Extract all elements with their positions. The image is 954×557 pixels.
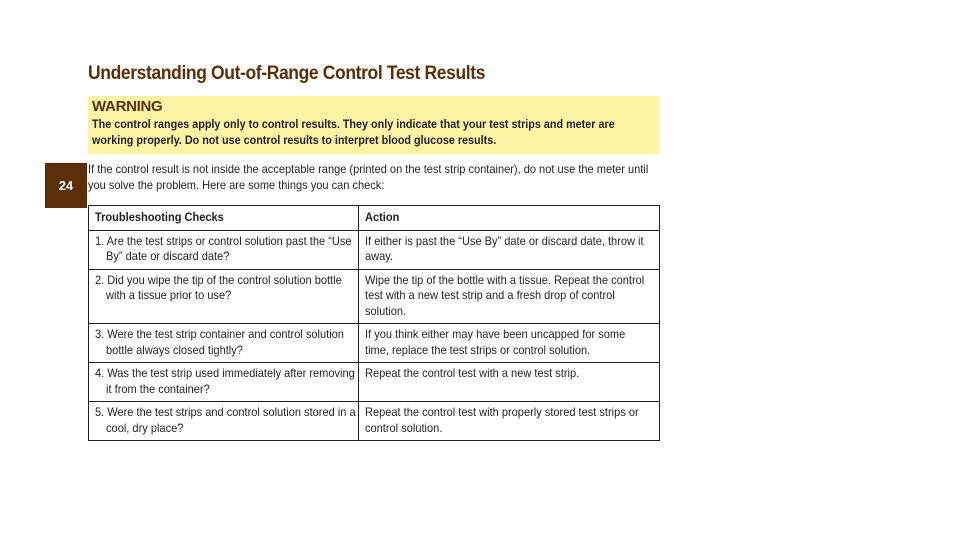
check-cell: 2. Did you wipe the tip of the control solution bottle with a tissue prior to use? (89, 269, 359, 324)
check-cell: 4. Was the test strip used immediately after removing it from the container? (89, 363, 359, 402)
intro-paragraph: If the control result is not inside the acceptable range (printed on the test strip container), do not use the meter until you solve the problem. Here are some things you can check: (88, 162, 649, 192)
page-title: Understanding Out-of-Range Control Test Results (88, 63, 486, 84)
table-row (89, 324, 660, 363)
check-cell: 5. Were the test strips and control solution stored in a cool, dry place? (89, 402, 359, 441)
table-row (89, 230, 660, 269)
page-number-tab: 24 (45, 163, 87, 208)
troubleshooting-table (88, 205, 660, 441)
action-cell: Wipe the tip of the bottle with a tissue. Repeat the control test with a new test strip and a fresh drop of control solution. (359, 269, 660, 324)
check-cell: 3. Were the test strip container and control solution bottle always closed tightly? (89, 324, 359, 363)
check-cell: 1. Are the test strips or control solution past the “Use By” date or discard date? (89, 230, 359, 269)
header-troubleshooting-checks: Troubleshooting Checks (89, 206, 359, 231)
table-row (89, 402, 660, 441)
table-header-row (89, 206, 660, 231)
header-action: Action (359, 206, 660, 231)
action-cell: Repeat the control test with a new test strip. (359, 363, 660, 402)
action-cell: Repeat the control test with properly stored test strips or control solution. (359, 402, 660, 441)
table-row (89, 363, 660, 402)
action-cell: If either is past the “Use By” date or discard date, throw it away. (359, 230, 660, 269)
warning-title: WARNING (92, 98, 163, 115)
action-cell: If you think either may have been uncapped for some time, replace the test strips or control solution. (359, 324, 660, 363)
warning-text: The control ranges apply only to control results. They only indicate that your test strips and meter are working properly. Do not use control results to interpret blood glucose results. (92, 117, 615, 147)
warning-box (88, 96, 660, 154)
table-row (89, 269, 660, 324)
